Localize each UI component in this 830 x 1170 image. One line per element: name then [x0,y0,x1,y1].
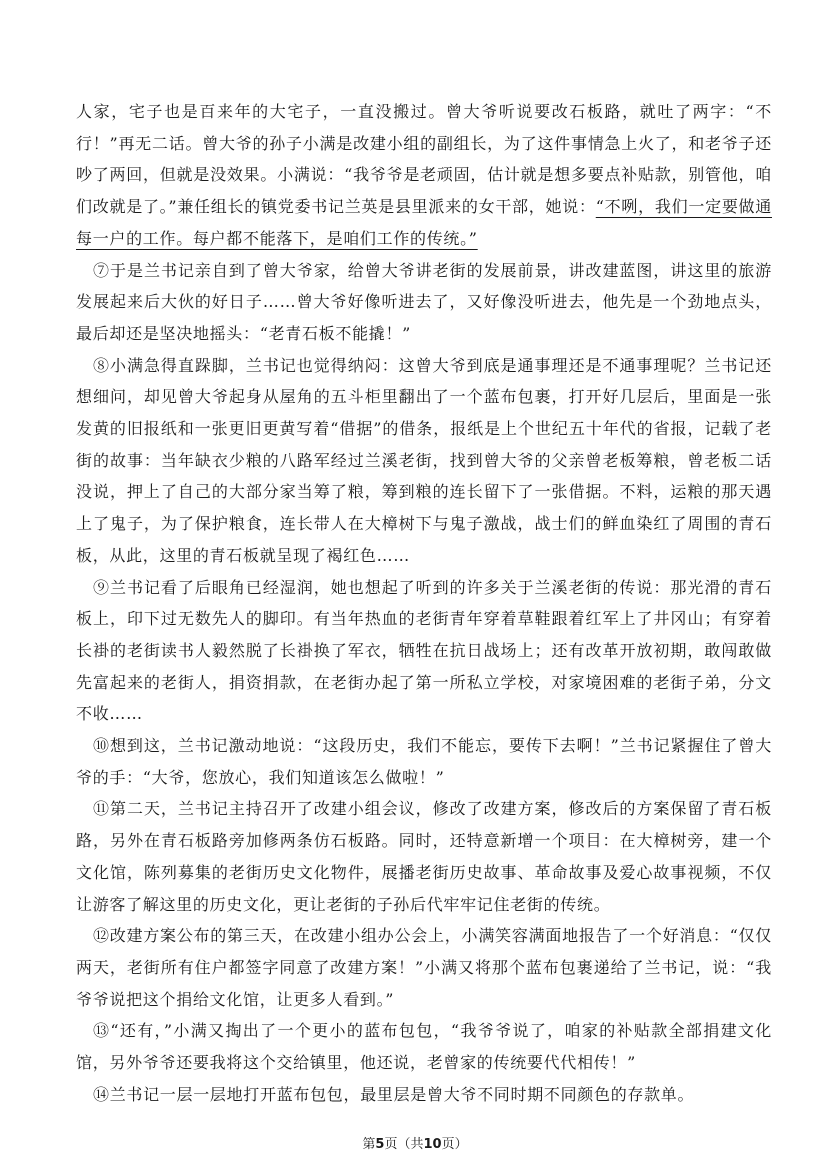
paragraph-9: ⑨兰书记看了后眼角已经湿润，她也想起了听到的许多关于兰溪老街的传说：那光滑的青石板上，印下过无数先人的脚印。有当年热血的老街青年穿着草鞋跟着红军上了井冈山；有穿着长褂的老街读书人毅然脱了长褂换了军衣，牺牲在抗日战场上；还有改革开放初期，敢闯敢做先富起来的老街人，捐资捐款，在老街办起了第一所私立学校，对家境困难的老街子弟，分文不收…… [76,577,772,724]
footer-page-number: 5 [375,1137,385,1152]
footer-suffix: 页） [441,1137,468,1152]
paragraph-12: ⑫改建方案公布的第三天，在改建小组办公会上，小满笑容满面地报告了一个好消息：“仅仅两天，老街所有住户都签字同意了改建方案！”小满又将那个蓝布包裹递给了兰书记，说：“我爷爷说把这个捐给文化馆，让更多人看到。” [76,926,772,1009]
page-footer [0,1133,830,1152]
footer-total-pages: 10 [423,1137,442,1152]
paragraph-14: ⑭兰书记一层一层地打开蓝布包包，最里层是曾大爷不同时期不同颜色的存款单。 [93,1084,695,1104]
paragraph-8: ⑧小满急得直跺脚，兰书记也觉得纳闷：这曾大爷到底是通事理还是不通事理呢？兰书记还想细问，却见曾大爷起身从屋角的五斗柜里翻出了一个蓝布包裹，打开好几层后，里面是一张发黄的旧报纸和一张更旧更黄写着“借据”的借条，报纸是上个世纪五十年代的省报，记载了老街的故事：当年缺衣少粮的八路军经过兰溪老街，找到曾大爷的父亲曾老板筹粮，曾老板二话没说，押上了自己的大部分家当筹了粮，筹到粮的连长留下了一张借据。不料，运粮的那天遇上了鬼子，为了保护粮食，连长带人在大樟树下与鬼子激战，战士们的鲜血染红了周围的青石板，从此，这里的青石板就呈现了褐红色…… [76,355,772,565]
paragraph-10: ⑩想到这，兰书记激动地说：“这段历史，我们不能忘，要传下去啊！”兰书记紧握住了曾大爷的手：“大爷，您放心，我们知道该怎么做啦！” [76,736,772,787]
paragraph-7: ⑦于是兰书记亲自到了曾大爷家，给曾大爷讲老街的发展前景，讲改建蓝图，讲这里的旅游发展起来后大伙的好日子……曾大爷好像听进去了，又好像没听进去，他先是一个劲地点头，最后却还是坚决地摇头：“老青石板不能撬！” [76,260,772,343]
paragraph-text: 人家，宅子也是百来年的大宅子，一直没搬过。曾大爷听说要改石板路，就吐了两字：“不行！”再无二话。曾大爷的孙子小满是改建小组的副组长，为了这件事情急上火了，和老爷子还吵了两回，但就是没效果。小满说：“我爷爷是老顽固，估计就是想多要点补贴款，别管他，咱们改就是了。”兼任组长的镇党委书记兰英是县里派来的女干部，她说： [76,102,772,217]
paragraph-6-continued [76,96,772,255]
footer-prefix: 第 [362,1137,376,1152]
underlined-quote: “不咧，我们一定要做通每一户的工作。每户都不能落下，是咱们工作的传统。” [76,197,772,248]
paragraph-11: ⑪第二天，兰书记主持召开了改建小组会议，修改了改建方案，修改后的方案保留了青石板路，另外在青石板路旁加修两条仿石板路。同时，还特意新增一个项目：在大樟树旁，建一个文化馆，陈列募集的老街历史文化物件，展播老街历史故事、革命故事及爱心故事视频，不仅让游客了解这里的历史文化，更让老街的子孙后代牢牢记住老街的传统。 [76,799,772,914]
footer-middle: 页（共 [384,1137,424,1152]
paragraph-13: ⑬“还有，”小满又掏出了一个更小的蓝布包包，“我爷爷说了，咱家的补贴款全部捐建文化馆，另外爷爷还要我将这个交给镇里，他还说，老曾家的传统要代代相传！” [76,1021,772,1073]
